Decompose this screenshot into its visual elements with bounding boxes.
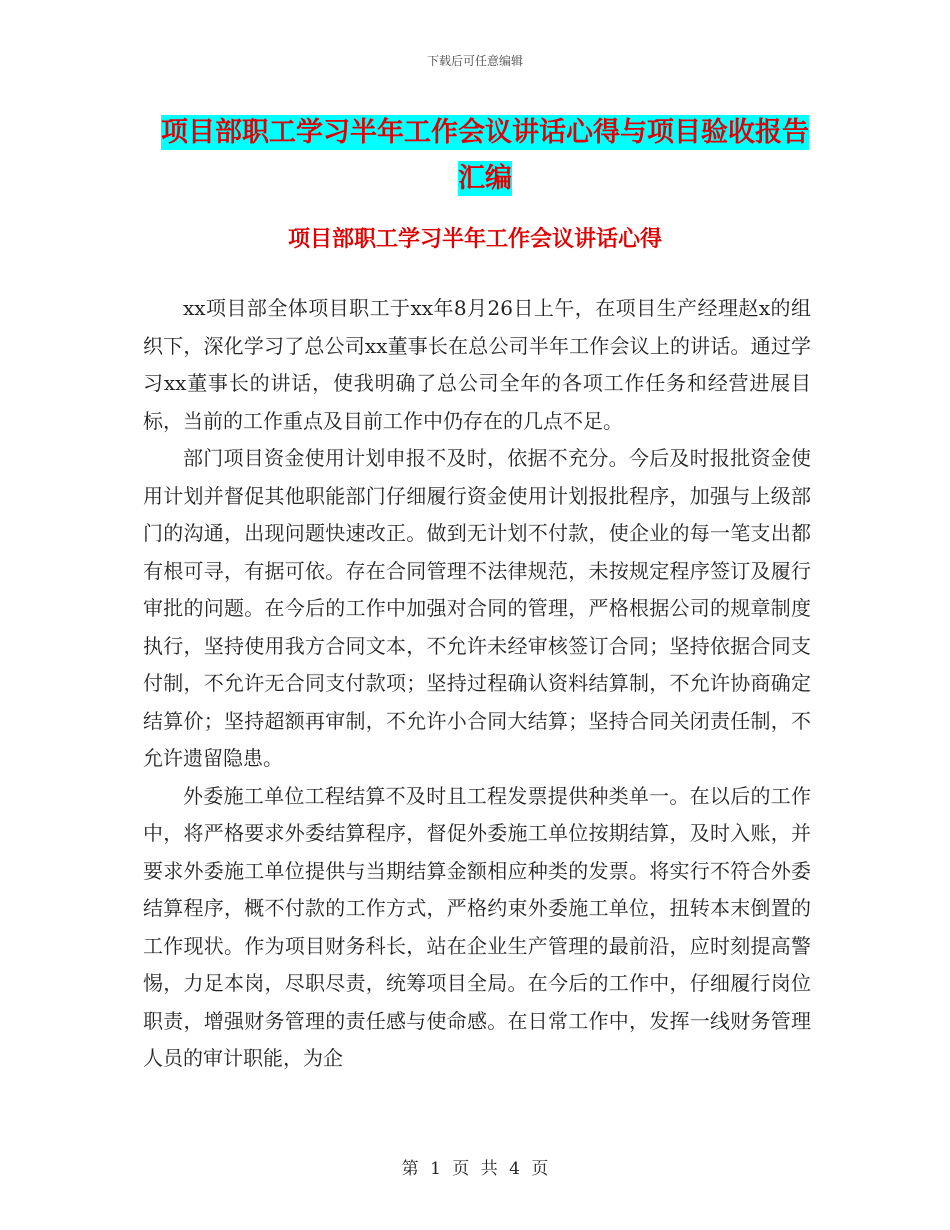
document-title (160, 110, 810, 202)
page-number-footer: 第 1 页 共 4 页 (401, 1159, 549, 1179)
document-title-text: 项目部职工学习半年工作会议讲话心得与项目验收报告汇编 (161, 117, 809, 194)
paragraph: 部门项目资金使用计划申报不及时，依据不充分。今后及时报批资金使用计划并督促其他职能部门仔细履行资金使用计划报批程序，加强与上级部门的沟通，出现问题快速改正。做到无计划不付款，使企业的每一笔支出都有根可寻，有据可依。存在合同管理不法律规范，未按规定程序签订及履行审批的问题。在今后的工作中加强对合同的管理，严格根据公司的规章制度执行，坚持使用我方合同文本，不允许未经审核签订合同；坚持依据合同支付制，不允许无合同支付款项；坚持过程确认资料结算制，不允许协商确定结算价；坚持超额再审制，不允许小合同大结算；坚持合同关闭责任制，不允许遗留隐患。 (143, 446, 811, 770)
document-body (143, 290, 811, 1078)
section-title: 项目部职工学习半年工作会议讲话心得 (287, 227, 662, 252)
paragraph: xx项目部全体项目职工于xx年8月26日上午，在项目生产经理赵x的组织下，深化学习了总公司xx董事长在总公司半年工作会议上的讲话。通过学习xx董事长的讲话，使我明确了总公司全年的各项工作任务和经营进展目标，当前的工作重点及目前工作中仍存在的几点不足。 (143, 296, 811, 433)
page-header-note: 下载后可任意编辑 (426, 54, 523, 68)
paragraph: 外委施工单位工程结算不及时且工程发票提供种类单一。在以后的工作中，将严格要求外委结算程序，督促外委施工单位按期结算，及时入账，并要求外委施工单位提供与当期结算金额相应种类的发票。将实行不符合外委结算程序，概不付款的工作方式，严格约束外委施工单位，扭转本末倒置的工作现状。作为项目财务科长，站在企业生产管理的最前沿，应时刻提高警惕，力足本岗，尽职尽责，统筹项目全局。在今后的工作中，仔细履行岗位职责，增强财务管理的责任感与使命感。在日常工作中，发挥一线财务管理人员的审计职能，为企 (143, 783, 811, 1070)
